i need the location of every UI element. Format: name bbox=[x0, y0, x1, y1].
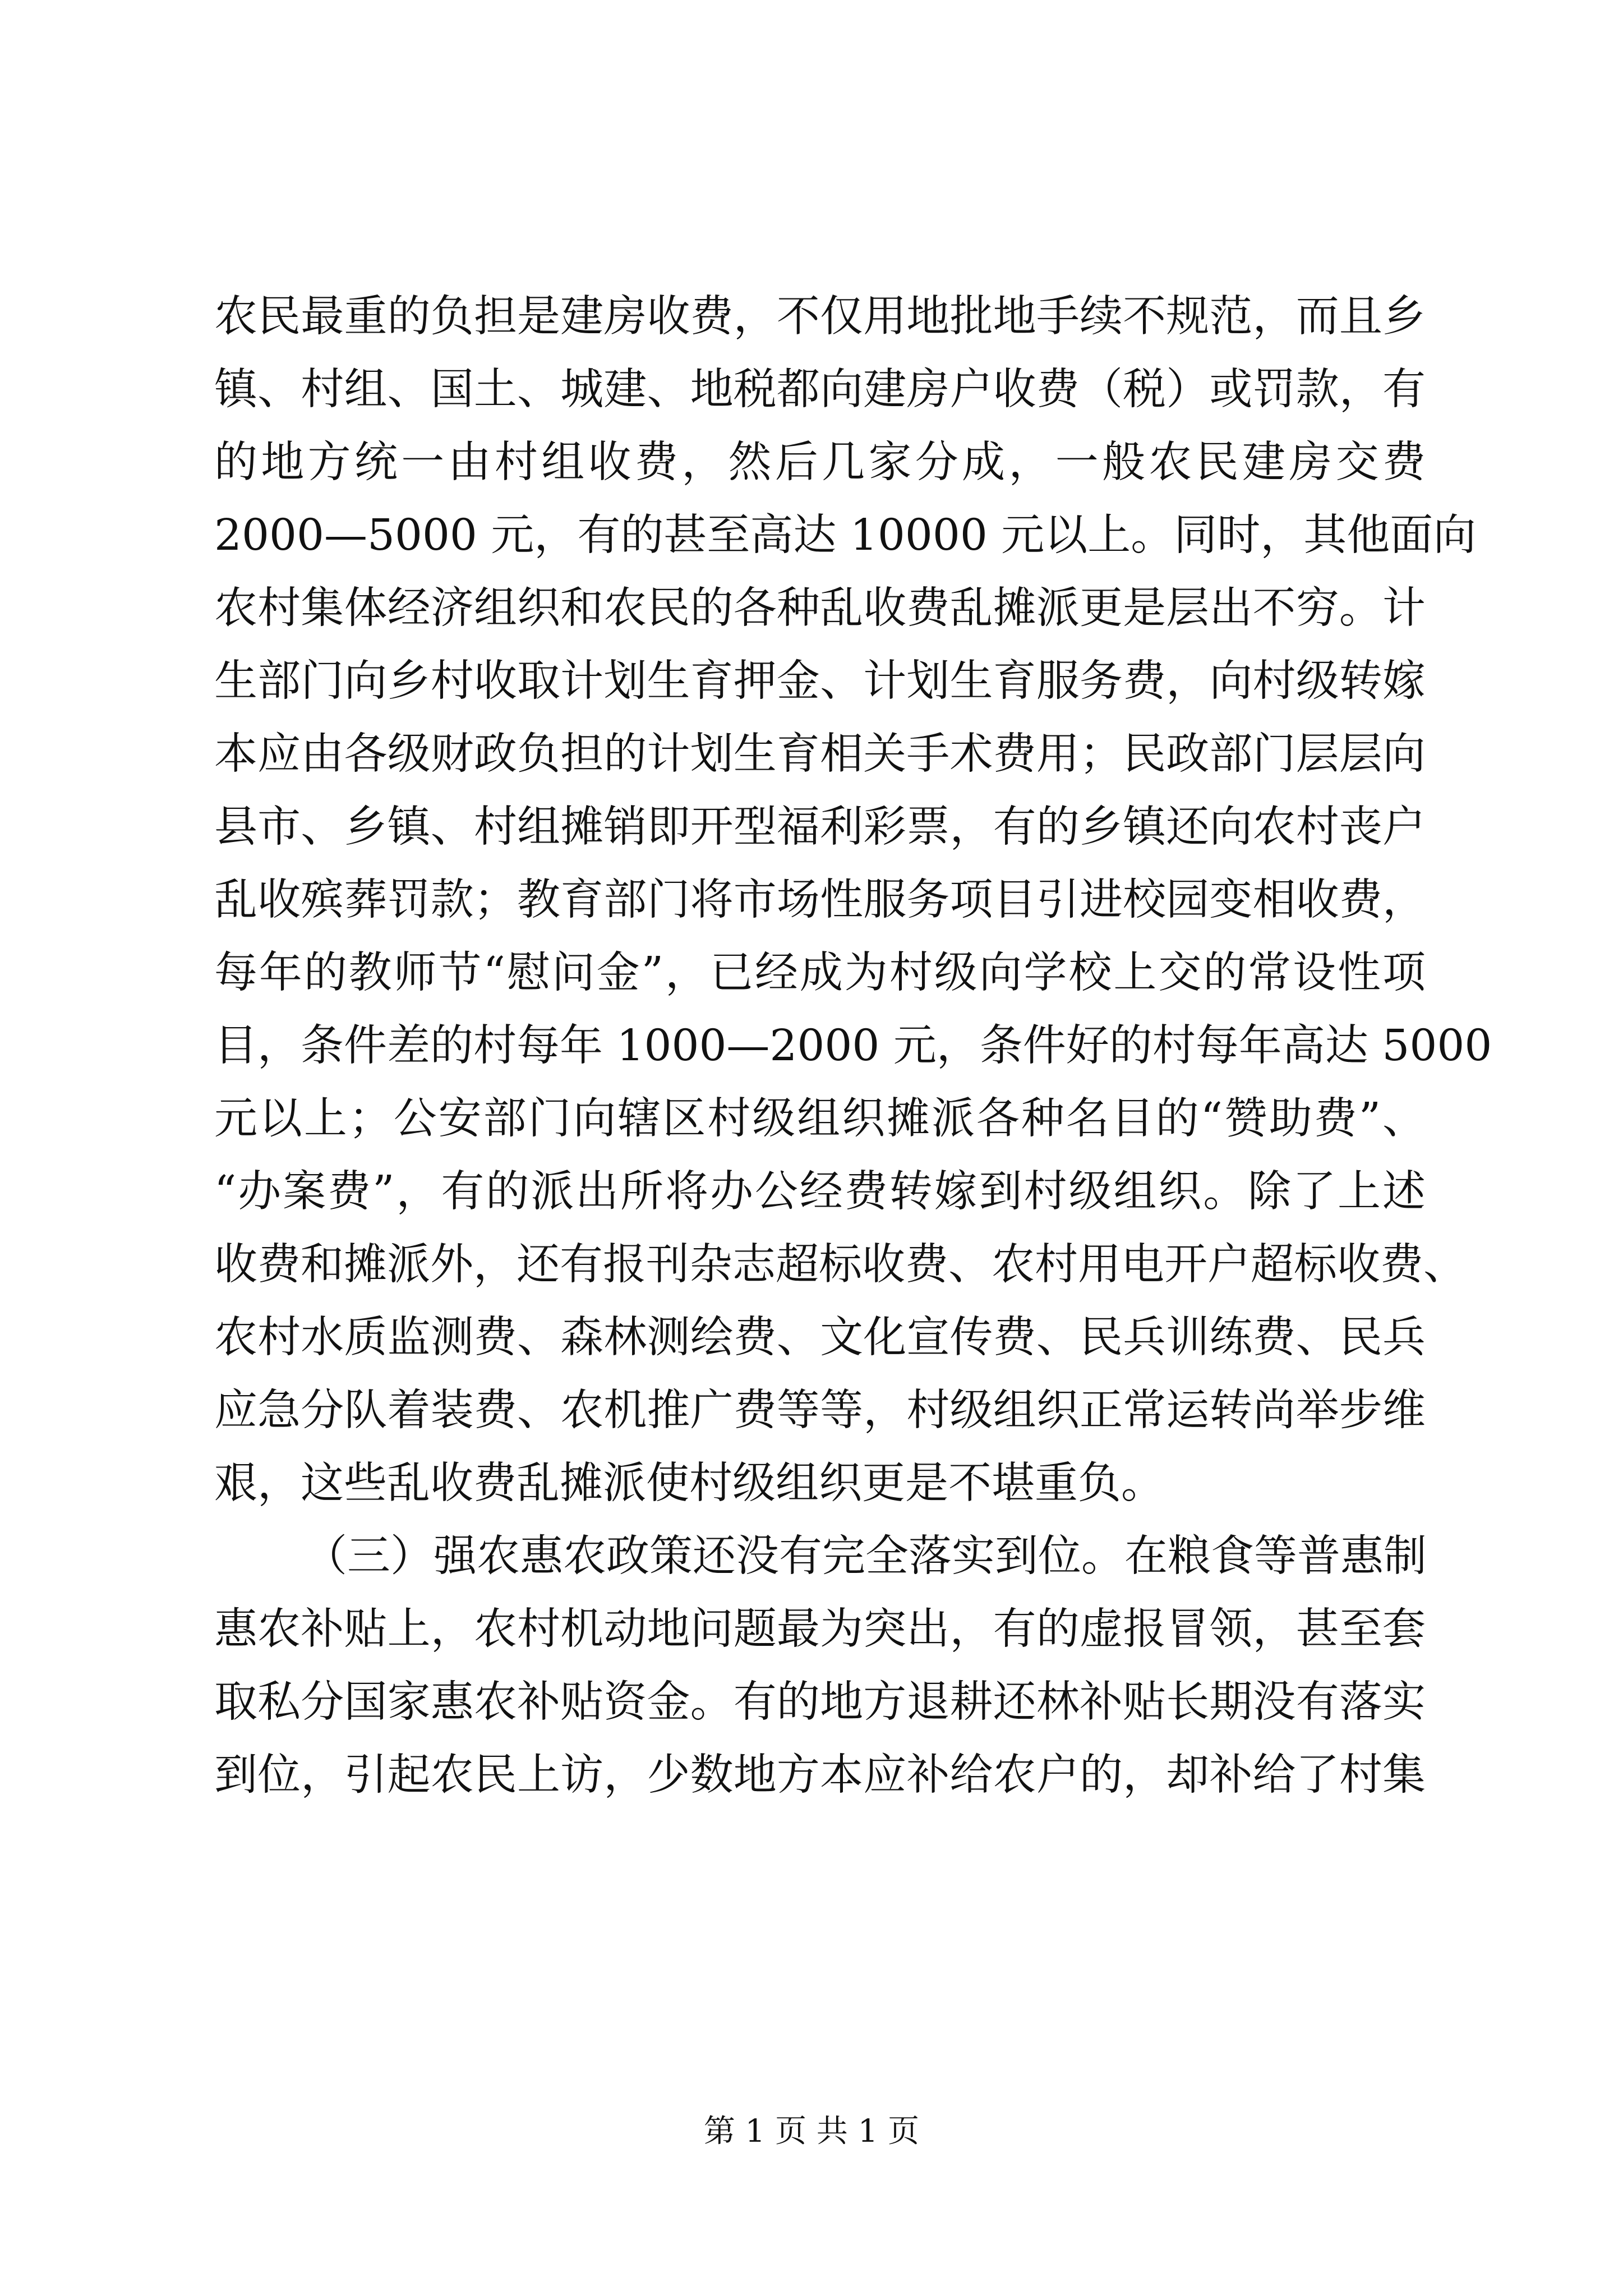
text-line: 生部门向乡村收取计划生育押金、计划生育服务费，向村级转嫁 bbox=[214, 656, 1426, 706]
text-line: 取私分国家惠农补贴资金。有的地方退耕还林补贴长期没有落实 bbox=[214, 1677, 1426, 1727]
section-heading-line: （三）强农惠农政策还没有完全落实到位。在粮食等普惠制 bbox=[304, 1531, 1427, 1581]
page-footer bbox=[0, 2109, 1623, 2154]
page-number: 第 1 页 共 1 页 bbox=[703, 2113, 920, 2150]
text-line: 元以上；公安部门向辖区村级组织摊派各种名目的“赞助费”、 bbox=[214, 1094, 1426, 1144]
text-line: “办案费”，有的派出所将办公经费转嫁到村级组织。除了上述 bbox=[214, 1167, 1426, 1217]
text-line: 收费和摊派外，还有报刊杂志超标收费、农村用电开户超标收费、 bbox=[214, 1240, 1467, 1290]
text-line: 乱收殡葬罚款；教育部门将市场性服务项目引进校园变相收费， bbox=[214, 875, 1426, 925]
text-line: 目，条件差的村每年 1000—2000 元，条件好的村每年高达 5000 bbox=[214, 1021, 1492, 1071]
text-line: 农村集体经济组织和农民的各种乱收费乱摊派更是层出不穷。计 bbox=[214, 583, 1426, 633]
paragraph-end-line: 艰，这些乱收费乱摊派使村级组织更是不堪重负。 bbox=[214, 1458, 1164, 1508]
text-line: 镇、村组、国土、城建、地税都向建房户收费（税）或罚款，有 bbox=[214, 365, 1426, 415]
body-text bbox=[214, 280, 1492, 1812]
text-line: 县市、乡镇、村组摊销即开型福利彩票，有的乡镇还向农村丧户 bbox=[214, 802, 1426, 852]
text-line: 本应由各级财政负担的计划生育相关手术费用；民政部门层层向 bbox=[214, 729, 1426, 779]
text-line: 2000—5000 元，有的甚至高达 10000 元以上。同时，其他面向 bbox=[214, 510, 1477, 560]
text-line: 每年的教师节“慰问金”，已经成为村级向学校上交的常设性项 bbox=[214, 948, 1426, 998]
text-line: 农村水质监测费、森林测绘费、文化宣传费、民兵训练费、民兵 bbox=[214, 1313, 1426, 1363]
text-line: 惠农补贴上，农村机动地问题最为突出，有的虚报冒领，甚至套 bbox=[214, 1604, 1426, 1654]
text-line: 的地方统一由村组收费，然后几家分成，一般农民建房交费 bbox=[214, 438, 1426, 487]
text-line: 农民最重的负担是建房收费，不仅用地批地手续不规范，而且乡 bbox=[214, 292, 1426, 342]
text-line: 到位，引起农民上访，少数地方本应补给农户的，却补给了村集 bbox=[214, 1750, 1426, 1800]
text-line: 应急分队着装费、农机推广费等等，村级组织正常运转尚举步维 bbox=[214, 1386, 1426, 1435]
